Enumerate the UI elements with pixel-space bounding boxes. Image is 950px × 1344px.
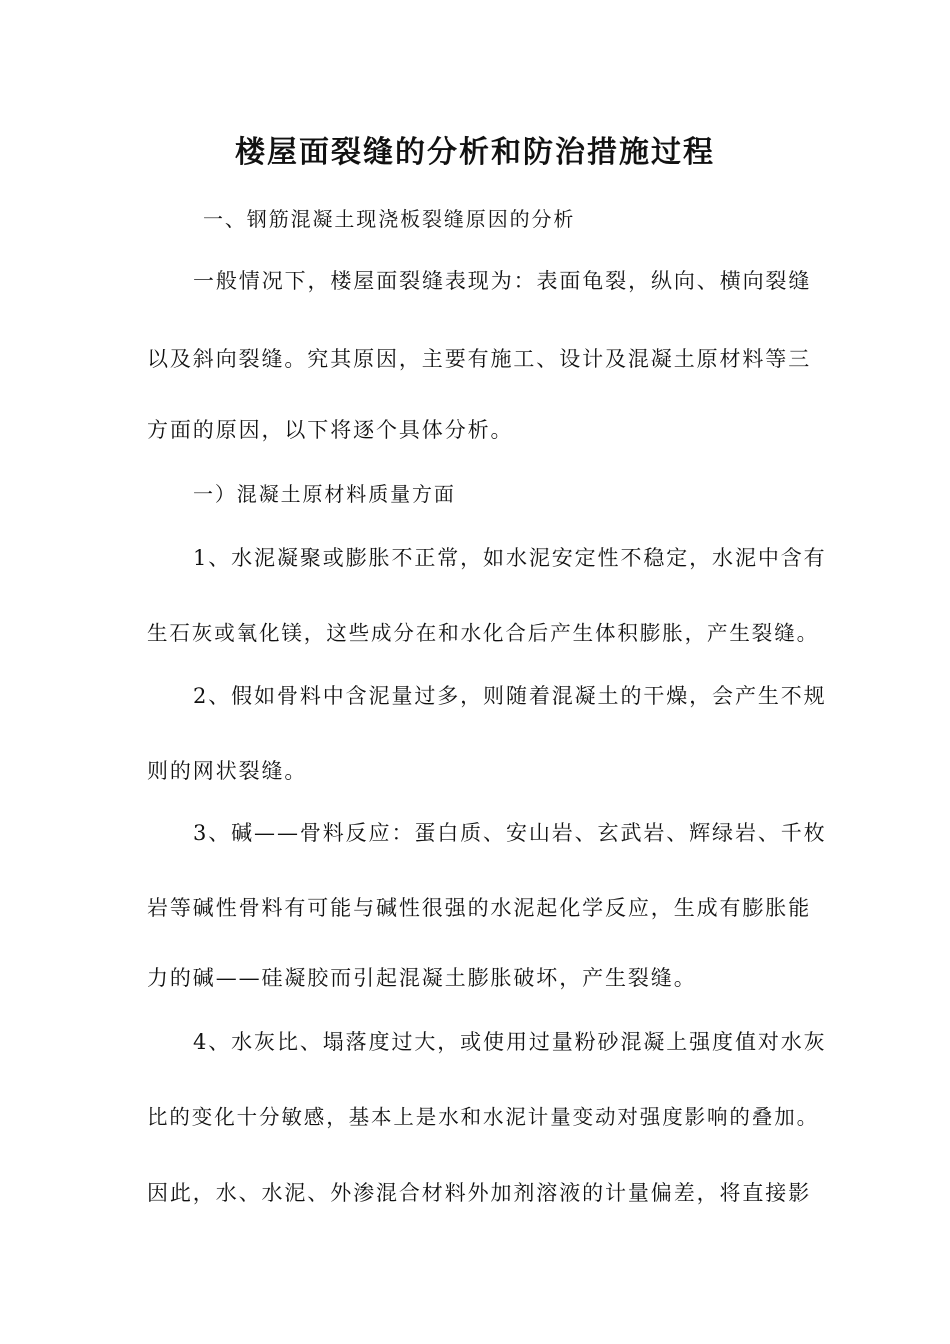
section-heading: 一、钢筋混凝土现浇板裂缝原因的分析 bbox=[203, 207, 576, 231]
paragraph-line: 3、碱——骨料反应：蛋白质、安山岩、玄武岩、辉绿岩、千枚 bbox=[193, 821, 827, 845]
paragraph-line: 1、水泥凝聚或膨胀不正常，如水泥安定性不稳定，水泥中含有 bbox=[193, 546, 827, 570]
paragraph-line: 方面的原因，以下将逐个具体分析。 bbox=[147, 418, 514, 442]
paragraph-line: 因此，水、水泥、外渗混合材料外加剂溶液的计量偏差，将直接影 bbox=[147, 1181, 812, 1205]
document-title: 楼屋面裂缝的分析和防治措施过程 bbox=[235, 135, 715, 170]
paragraph-line: 力的碱——硅凝胶而引起混凝土膨胀破坏，产生裂缝。 bbox=[147, 966, 697, 990]
subsection-heading: 一）混凝土原材料质量方面 bbox=[193, 482, 456, 506]
paragraph-line: 2、假如骨料中含泥量过多，则随着混凝土的干燥，会产生不规 bbox=[193, 684, 827, 708]
paragraph-line: 比的变化十分敏感，基本上是水和水泥计量变动对强度影响的叠加。 bbox=[147, 1105, 819, 1129]
paragraph-line: 岩等碱性骨料有可能与碱性很强的水泥起化学反应，生成有膨胀能 bbox=[147, 896, 812, 920]
paragraph-line: 以及斜向裂缝。究其原因，主要有施工、设计及混凝土原材料等三 bbox=[147, 347, 812, 371]
paragraph-line: 则的网状裂缝。 bbox=[147, 759, 308, 783]
paragraph-line: 生石灰或氧化镁，这些成分在和水化合后产生体积膨胀，产生裂缝。 bbox=[147, 621, 819, 645]
paragraph-line: 4、水灰比、塌落度过大，或使用过量粉砂混凝上强度值对水灰 bbox=[193, 1030, 827, 1054]
paragraph-line: 一般情况下，楼屋面裂缝表现为：表面龟裂，纵向、横向裂缝 bbox=[193, 269, 812, 293]
